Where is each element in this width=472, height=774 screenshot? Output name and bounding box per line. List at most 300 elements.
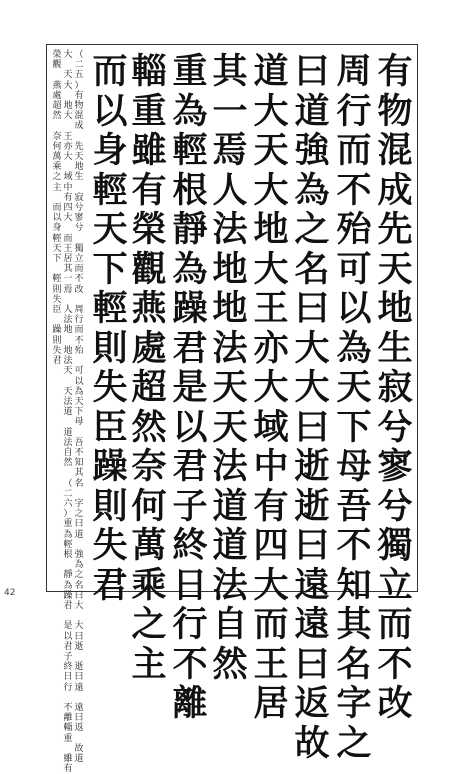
main-text-char: 何 (131, 485, 167, 527)
annotation-char: 奈 (52, 131, 62, 142)
main-text-char: 為 (294, 169, 330, 211)
annotation-char: 混 (74, 111, 84, 122)
main-text-char: 獨 (377, 525, 413, 566)
main-text-char: 不 (172, 643, 208, 685)
annotation-char: 地 (63, 325, 73, 336)
annotation-char (63, 121, 72, 131)
annotation-char: 不 (74, 335, 84, 346)
main-text-char: 終 (172, 525, 208, 566)
annotation-char: 子 (63, 651, 73, 662)
annotation-char: 先 (74, 141, 84, 152)
main-text-char: 立 (377, 564, 413, 606)
main-text-char: 地 (253, 209, 289, 250)
annotation-char: 離 (63, 713, 73, 724)
annotation-char: ） (74, 80, 84, 91)
annotation-char: 不 (74, 447, 84, 458)
main-text-char: 君 (92, 564, 128, 606)
main-text-char: 而 (253, 604, 289, 645)
annotation-char: 雖 (63, 754, 73, 765)
main-text-char: 之 (131, 604, 167, 645)
annotation-char (63, 60, 72, 70)
main-text-char: 曰 (294, 525, 330, 566)
main-text-char: 吾 (336, 485, 372, 527)
main-text-char: 有 (377, 51, 413, 92)
main-text-char: 亦 (253, 327, 289, 369)
annotation-char (63, 611, 72, 621)
annotation-char: 可 (74, 366, 84, 377)
main-text-char: 法 (212, 327, 248, 369)
main-text-char: 四 (253, 525, 289, 566)
main-text-char: 根 (172, 169, 208, 211)
annotation-char: 躁 (63, 590, 73, 601)
annotation-char (74, 295, 83, 305)
annotation-char: 亦 (63, 141, 73, 152)
annotation-char: 六 (63, 498, 73, 509)
annotation-char: 超 (52, 101, 62, 112)
main-text-char: 地 (377, 288, 413, 329)
main-text-char: 靜 (172, 209, 208, 250)
main-text-char: 知 (336, 564, 372, 606)
annotation-char: 輜 (63, 723, 73, 734)
annotation-char: 然 (52, 111, 62, 122)
annotation-char: 為 (74, 560, 84, 571)
main-text-char: 重 (172, 51, 208, 92)
main-text-char: 然 (212, 643, 248, 685)
annotation-char: 地 (63, 345, 73, 356)
annotation-char: 重 (63, 519, 73, 530)
annotation-char: 五 (74, 70, 84, 81)
main-text-char: 法 (212, 564, 248, 606)
main-text-char: 有 (253, 485, 289, 527)
annotation-char: 失 (52, 345, 62, 356)
main-text-char: 王 (253, 643, 289, 685)
annotation-char: 大 (63, 111, 73, 122)
main-text-char: 雖 (131, 130, 167, 171)
main-text-char: 下 (92, 248, 128, 290)
main-text-char: 下 (336, 406, 372, 448)
main-text-char: 而 (92, 51, 128, 92)
main-text-char: 焉 (212, 130, 248, 171)
main-text-char: 自 (212, 604, 248, 645)
main-text-column-2 (335, 52, 373, 763)
annotation-char: 母 (74, 417, 84, 428)
annotation-char (74, 611, 83, 621)
main-text-char: 身 (92, 130, 128, 171)
annotation-char: 天 (63, 386, 73, 397)
annotation-char (63, 295, 72, 305)
annotation-char: 行 (63, 682, 73, 693)
main-text-char: 法 (212, 446, 248, 487)
main-text-char: 改 (377, 683, 413, 724)
main-text-char: 字 (336, 683, 372, 724)
main-text-char: 是 (172, 367, 208, 408)
annotation-char: 日 (63, 672, 73, 683)
annotation-char (74, 132, 83, 142)
main-text-char: 之 (336, 722, 372, 764)
annotation-char: 其 (63, 264, 73, 275)
main-text-char: 天 (253, 130, 289, 171)
main-text-char: 周 (336, 51, 372, 92)
main-text-char: 大 (253, 248, 289, 290)
annotation-char: 榮 (52, 50, 62, 60)
annotation-char: 而 (52, 203, 62, 214)
annotation-char: 而 (63, 233, 73, 244)
annotation-char (74, 734, 83, 744)
main-text-char: 躁 (172, 288, 208, 329)
main-text-char: 不 (377, 643, 413, 685)
annotation-char: 法 (63, 437, 73, 448)
annotation-char: 躁 (52, 325, 62, 336)
main-text-char: 臣 (92, 406, 128, 448)
annotation-char: 乘 (52, 162, 62, 173)
main-text-column-7 (130, 52, 168, 684)
main-text-char: 失 (92, 525, 128, 566)
annotation-char: 為 (63, 580, 73, 591)
main-text-char: 以 (172, 406, 208, 448)
annotation-char: 名 (74, 478, 84, 489)
main-text-char: 天 (212, 406, 248, 448)
annotation-char (63, 693, 72, 703)
main-text-char: 萬 (131, 525, 167, 566)
main-text-char: 曰 (294, 288, 330, 329)
main-text-char: 居 (253, 683, 289, 724)
annotation-char: 大 (63, 213, 73, 224)
annotation-char: 下 (74, 407, 84, 418)
annotation-char: 處 (52, 90, 62, 101)
annotation-char: 大 (63, 152, 73, 163)
annotation-char: 重 (63, 733, 73, 744)
annotation-char: 為 (74, 386, 84, 397)
main-text-char: 躁 (92, 446, 128, 487)
annotation-char: 曰 (74, 672, 84, 683)
main-text-char: 人 (212, 169, 248, 211)
annotation-char: 然 (63, 458, 73, 469)
annotation-char (63, 336, 72, 346)
main-text-char: 以 (92, 90, 128, 132)
main-text-char: 殆 (336, 209, 372, 250)
annotation-char: 遠 (74, 703, 84, 713)
main-text-char: 為 (336, 327, 372, 369)
annotation-char: 大 (74, 621, 84, 632)
annotation-char: 君 (63, 641, 73, 652)
main-text-char: 大 (294, 367, 330, 408)
annotation-char: 兮 (74, 203, 84, 214)
main-text-char: 逝 (294, 485, 330, 527)
main-text-char: 為 (172, 90, 208, 132)
annotation-char: 王 (63, 243, 73, 254)
main-text-char: 不 (336, 169, 372, 211)
annotation-char: 身 (52, 223, 62, 234)
annotation-char: 萬 (52, 152, 62, 163)
main-text-char: 兮 (377, 485, 413, 527)
annotation-char: 天 (63, 70, 73, 81)
main-text-char: 離 (172, 683, 208, 724)
main-text-column-4 (252, 52, 290, 724)
main-text-char: 混 (377, 130, 413, 171)
annotation-char: 行 (74, 315, 84, 326)
annotation-char: 則 (52, 335, 62, 346)
annotation-char: 下 (52, 254, 62, 265)
annotation-char: 天 (52, 243, 62, 254)
annotation-char: 曰 (74, 519, 84, 530)
main-text-char: 子 (172, 485, 208, 527)
annotation-char: 為 (63, 529, 73, 540)
main-text-char: 行 (336, 90, 372, 132)
annotation-char: 而 (74, 325, 84, 336)
main-text-column-5 (211, 52, 249, 684)
main-text-char: 然 (131, 406, 167, 448)
annotation-char: 君 (52, 356, 62, 367)
annotation-char: 四 (63, 203, 73, 214)
annotation-char: 法 (63, 356, 73, 367)
annotation-column-2 (63, 50, 73, 774)
annotation-char: 天 (74, 396, 84, 407)
main-text-char: 名 (294, 248, 330, 290)
annotation-char: 君 (63, 600, 73, 611)
annotation-char: 天 (63, 366, 73, 377)
annotation-char: 字 (74, 498, 84, 509)
main-text-char: 域 (253, 406, 289, 448)
annotation-char: 觀 (52, 60, 62, 71)
annotation-char: 臣 (52, 305, 62, 316)
annotation-char: 天 (74, 152, 84, 163)
annotation-column-1 (74, 50, 84, 765)
annotation-char: 寂 (74, 192, 84, 203)
annotation-char: 有 (63, 764, 73, 774)
annotation-char: 不 (74, 274, 84, 285)
main-text-char: 大 (253, 90, 289, 132)
annotation-char (74, 234, 83, 244)
annotation-char: 根 (63, 549, 73, 560)
main-text-char: 處 (131, 327, 167, 369)
main-text-char: 君 (172, 446, 208, 487)
main-text-char: 而 (377, 604, 413, 645)
main-text-char: 則 (92, 485, 128, 527)
main-text-char: 不 (336, 525, 372, 566)
page-number: 42 (4, 588, 16, 598)
annotation-char (63, 468, 72, 478)
annotation-char: 地 (74, 162, 84, 173)
main-text-char: 之 (294, 209, 330, 250)
annotation-char: 道 (63, 427, 73, 438)
annotation-char: 寥 (74, 213, 84, 224)
annotation-char: 王 (63, 131, 73, 142)
annotation-char: 法 (63, 396, 73, 407)
main-text-char: 道 (253, 51, 289, 92)
annotation-char (63, 744, 72, 754)
annotation-char: 域 (63, 172, 73, 183)
main-text-char: 其 (336, 604, 372, 645)
main-text-char: 法 (212, 209, 248, 250)
main-text-char: 而 (336, 130, 372, 171)
main-text-char: 輕 (92, 169, 128, 211)
annotation-char: 道 (63, 407, 73, 418)
main-text-char: 王 (253, 288, 289, 329)
main-text-char: 可 (336, 248, 372, 290)
annotation-char: 吾 (74, 437, 84, 448)
annotation-char: 大 (63, 80, 73, 91)
main-text-char: 一 (212, 90, 248, 132)
annotation-char: 是 (63, 621, 73, 632)
main-text-char: 大 (253, 367, 289, 408)
main-text-char: 以 (336, 288, 372, 329)
annotation-char: 獨 (74, 243, 84, 254)
annotation-char: 成 (74, 121, 84, 132)
annotation-char: 二 (63, 488, 73, 499)
annotation-char: ） (63, 509, 73, 520)
annotation-char: 曰 (74, 590, 84, 601)
annotation-char: 法 (63, 315, 73, 326)
main-text-char: 地 (212, 248, 248, 290)
main-text-char: 返 (294, 683, 330, 724)
annotation-char: 名 (74, 580, 84, 591)
annotation-char: 立 (74, 254, 84, 265)
annotation-char (63, 560, 72, 570)
annotation-char (52, 315, 61, 325)
annotation-char: 焉 (63, 284, 73, 295)
annotation-char (52, 70, 61, 80)
main-text-column-6 (171, 52, 209, 724)
main-text-char: 地 (212, 288, 248, 329)
main-text-char: 奈 (131, 446, 167, 487)
annotation-char: 逝 (74, 662, 84, 673)
annotation-char: 逝 (74, 641, 84, 652)
annotation-char: 其 (74, 468, 84, 479)
main-text-char: 兮 (377, 406, 413, 448)
main-text-char: 成 (377, 169, 413, 211)
main-text-char: 道 (212, 525, 248, 566)
main-text-char: 輕 (92, 288, 128, 329)
annotation-char: 周 (74, 305, 84, 316)
main-text-char: 重 (131, 90, 167, 132)
annotation-char: 有 (63, 192, 73, 203)
main-text-char: 天 (92, 209, 128, 250)
main-text-char: 曰 (294, 643, 330, 685)
annotation-char: 不 (63, 703, 73, 713)
annotation-char (52, 193, 61, 203)
annotation-column-3 (52, 50, 62, 586)
annotation-char (74, 428, 83, 438)
main-text-char: 寥 (377, 446, 413, 487)
annotation-char: 之 (52, 172, 62, 183)
main-text-char: 曰 (294, 51, 330, 92)
annotation-char: 曰 (74, 713, 84, 724)
main-text-char: 道 (212, 485, 248, 527)
annotation-char: 而 (74, 264, 84, 275)
main-text-char: 乘 (131, 564, 167, 606)
annotation-char: 故 (74, 743, 84, 754)
main-text-char: 失 (92, 367, 128, 408)
main-text-char: 曰 (294, 406, 330, 448)
main-text-char: 中 (253, 446, 289, 487)
annotation-char: 之 (74, 570, 84, 581)
annotation-char: 返 (74, 723, 84, 734)
annotation-char: 兮 (74, 223, 84, 234)
main-text-char: 觀 (131, 248, 167, 290)
annotation-char (52, 264, 61, 274)
main-text-char: 遠 (294, 564, 330, 606)
main-text-char: 君 (172, 327, 208, 369)
annotation-char: 道 (74, 529, 84, 540)
annotation-char (63, 377, 72, 387)
main-text-char: 主 (131, 643, 167, 685)
annotation-char: 知 (74, 458, 84, 469)
main-text-char: 榮 (131, 209, 167, 250)
annotation-char: 輕 (63, 539, 73, 550)
annotation-char: 一 (63, 274, 73, 285)
annotation-char: 人 (63, 305, 73, 316)
annotation-char (63, 91, 72, 101)
annotation-char: 物 (74, 101, 84, 112)
main-text-char: 先 (377, 209, 413, 250)
main-text-char: 物 (377, 90, 413, 132)
annotation-char: 之 (74, 509, 84, 520)
annotation-char (74, 652, 83, 662)
main-text-char: 道 (294, 90, 330, 132)
annotation-char: 以 (52, 213, 62, 224)
main-text-char: 超 (131, 367, 167, 408)
main-text-char: 則 (92, 327, 128, 369)
main-text-char: 大 (294, 327, 330, 369)
main-text-char: 生 (377, 327, 413, 369)
annotation-char: 以 (63, 631, 73, 642)
annotation-char (63, 417, 72, 427)
annotation-char (63, 223, 72, 233)
annotation-char (74, 183, 83, 193)
main-text-char: 寂 (377, 367, 413, 408)
main-text-char: 天 (212, 367, 248, 408)
annotation-char: 居 (63, 254, 73, 265)
annotation-char (52, 121, 61, 131)
main-text-column-8 (91, 52, 129, 605)
annotation-char: 大 (74, 600, 84, 611)
annotation-char: 大 (63, 50, 73, 60)
annotation-char: 靜 (63, 570, 73, 581)
main-text-char: 其 (212, 51, 248, 92)
annotation-char (74, 356, 83, 366)
main-text-char: 大 (253, 169, 289, 211)
main-text-char: 名 (336, 643, 372, 685)
main-text-char: 為 (172, 248, 208, 290)
main-text-char: 輕 (172, 130, 208, 171)
annotation-char: 強 (74, 549, 84, 560)
annotation-char: 以 (74, 376, 84, 387)
annotation-char: 生 (74, 172, 84, 183)
annotation-char: 改 (74, 284, 84, 295)
annotation-char: 終 (63, 662, 73, 673)
annotation-char: 中 (63, 182, 73, 193)
annotation-char: 有 (74, 90, 84, 101)
annotation-char: 殆 (74, 345, 84, 356)
main-text-char: 行 (172, 604, 208, 645)
annotation-char: 二 (74, 60, 84, 71)
annotation-char: 自 (63, 447, 73, 458)
main-text-char: 天 (336, 367, 372, 408)
main-text-char: 大 (253, 564, 289, 606)
annotation-char: 燕 (52, 80, 62, 91)
main-text-char: 故 (294, 722, 330, 764)
main-text-column-1 (376, 52, 414, 724)
main-text-char: 燕 (131, 288, 167, 329)
annotation-char (63, 162, 72, 172)
main-text-char: 遠 (294, 604, 330, 645)
annotation-char (74, 693, 83, 703)
main-text-char: 母 (336, 446, 372, 487)
annotation-char: 主 (52, 182, 62, 193)
main-text-char: 輜 (131, 51, 167, 92)
annotation-char: 地 (63, 101, 73, 112)
annotation-char: 曰 (74, 631, 84, 642)
